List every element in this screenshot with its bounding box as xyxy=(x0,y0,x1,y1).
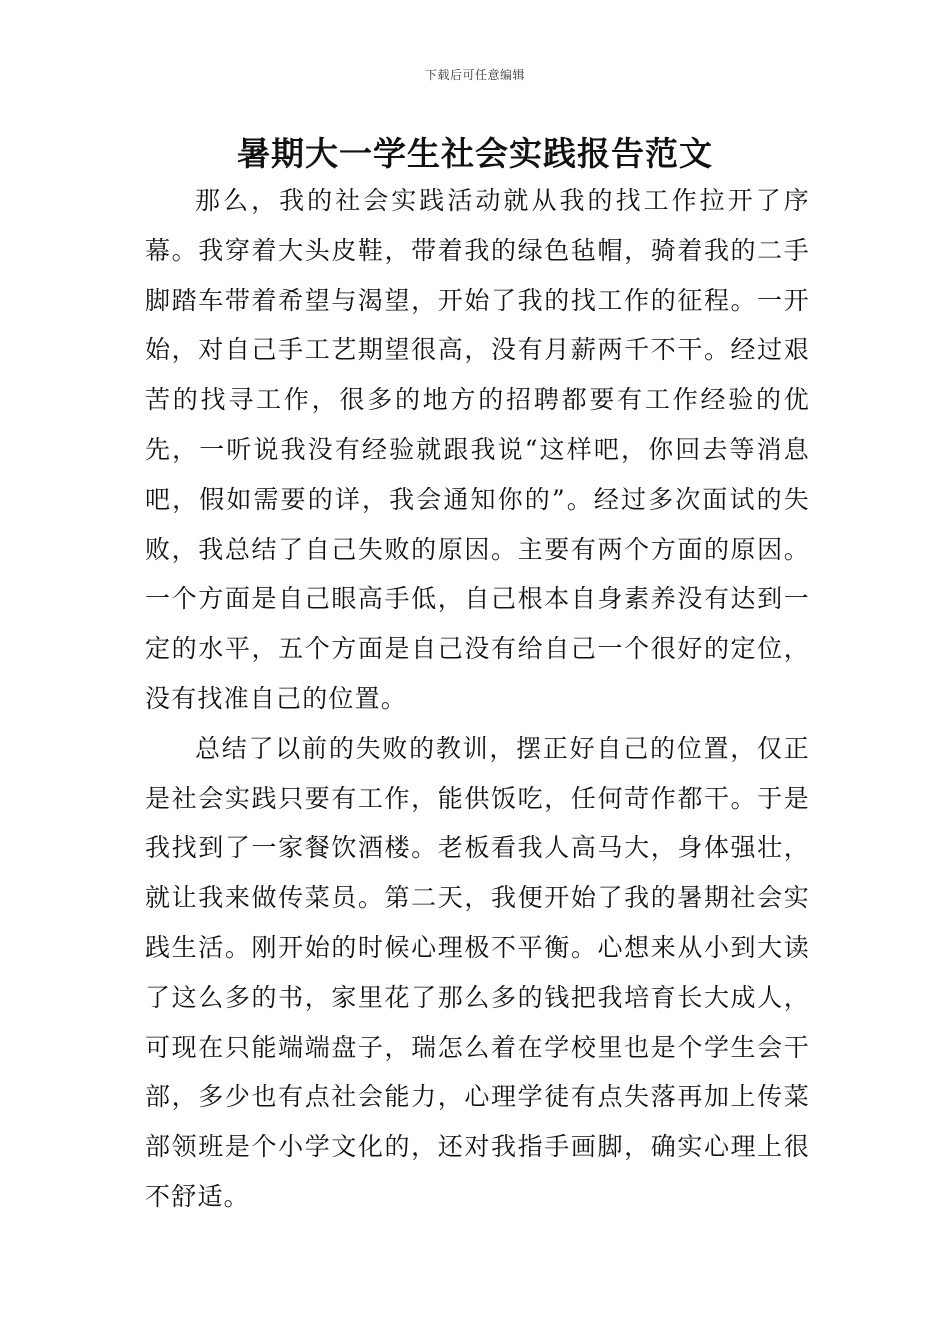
document-title: 暑期大一学生社会实践报告范文 xyxy=(237,134,713,173)
document-body xyxy=(145,176,810,1222)
header-note: 下载后可任意编辑 xyxy=(424,68,525,82)
paragraph: 那么，我的社会实践活动就从我的找工作拉开了序幕。我穿着大头皮鞋，带着我的绿色毡帽，骑着我的二手脚踏车带着希望与渴望，开始了我的找工作的征程。一开始，对自己手工艺期望很高，没有月薪两千不干。经过艰苦的找寻工作，很多的地方的招聘都要有工作经验的优先，一听说我没有经验就跟我说“这样吧，你回去等消息吧，假如需要的详，我会通知你的”。经过多次面试的失败，我总结了自己失败的原因。主要有两个方面的原因。一个方面是自己眼高手低，自己根本自身素养没有达到一定的水平，五个方面是自己没有给自己一个很好的定位，没有找准自己的位置。 xyxy=(145,186,810,713)
paragraph: 总结了以前的失败的教训，摆正好自己的位置，仅正是社会实践只要有工作，能供饭吃，任何苛作都干。于是我找到了一家餐饮酒楼。老板看我人高马大，身体强壮，就让我来做传菜员。第二天，我便开始了我的暑期社会实践生活。刚开始的时候心理极不平衡。心想来从小到大读了这么多的书，家里花了那么多的钱把我培育长大成人，可现在只能端端盘子，瑞怎么着在学校里也是个学生会干部，多少也有点社会能力，心理学徒有点失落再加上传菜部领班是个小学文化的，还对我指手画脚，确实心理上很不舒适。 xyxy=(145,733,810,1211)
